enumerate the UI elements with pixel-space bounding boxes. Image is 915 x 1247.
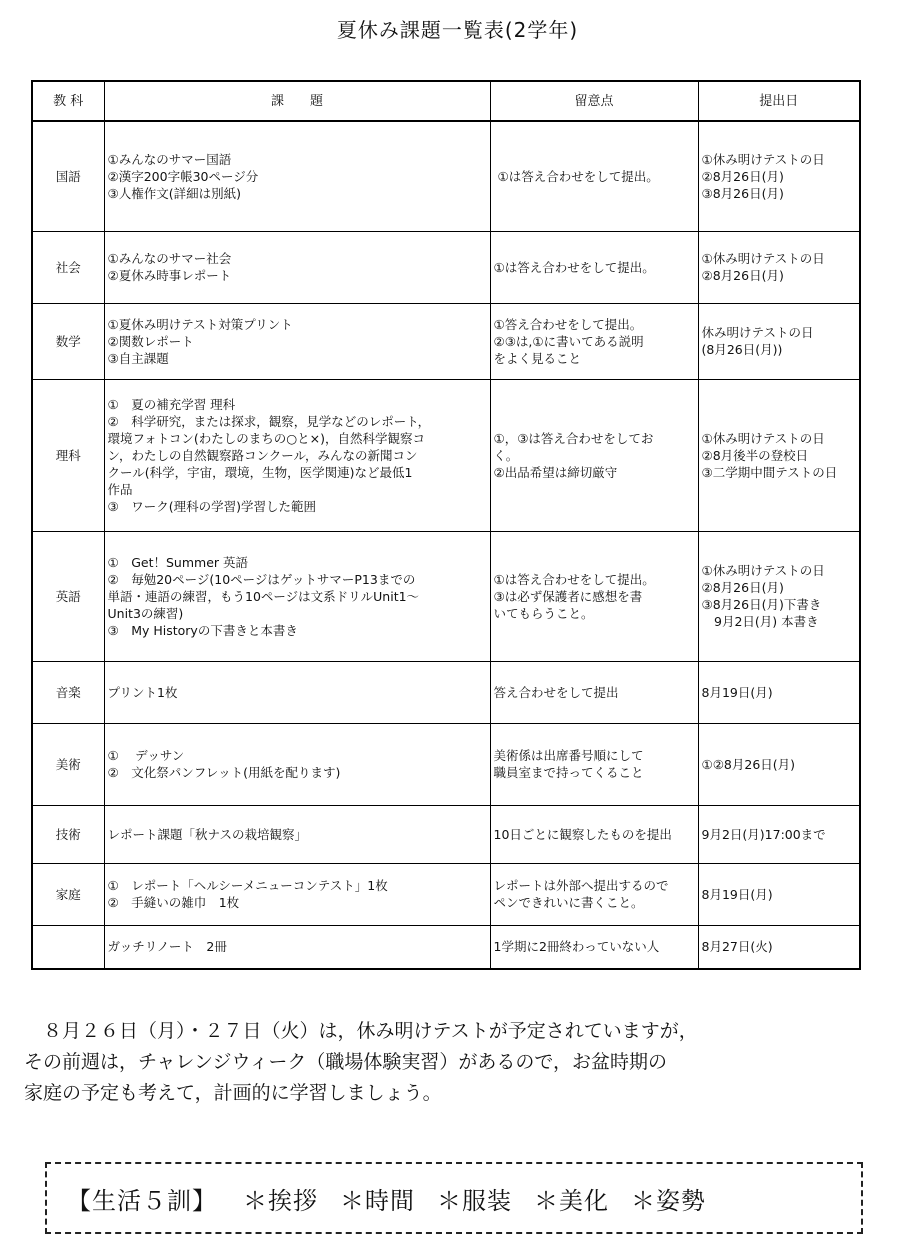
due-cell [698,661,860,723]
task-line: 環境フォトコン(わたしのまちの○と×)，自然科学観察コ [107,430,426,446]
due-cell [698,805,860,863]
notes-cell [490,805,698,863]
subject-cell: 美術 [32,723,104,805]
subject-cell: 数学 [32,303,104,379]
due-cell [698,231,860,303]
subject-cell: 理科 [32,379,104,531]
assignment-table [31,80,861,970]
life-rules-box [45,1162,863,1234]
due-line: (8月26日(月)) [701,342,783,357]
notes-cell [490,303,698,379]
table-row [32,863,860,925]
table-row [32,303,860,379]
notes-line: 10日ごとに観察したものを提出 [493,826,672,842]
due-line: ①休み明けテストの日 [701,563,825,578]
task-cell [104,805,490,863]
due-line: 9月2日(月) 本書き [701,614,819,629]
task-cell [104,661,490,723]
task-cell [104,231,490,303]
task-line: ① Get！Summer 英語 [107,554,248,570]
note-line: 家庭の予定も考えて，計画的に学習しましょう。 [24,1082,442,1104]
notes-cell [490,925,698,969]
due-line: ③8月26日(月)下書き [701,597,822,612]
notes-line: ①は答え合わせをして提出。 [493,571,655,587]
table-row [32,805,860,863]
life-rules-label: 【生活５訓】 [67,1186,217,1215]
notes-line: 答え合わせをして提出 [493,684,619,700]
task-cell [104,925,490,969]
due-line: ①休み明けテストの日 [701,251,825,266]
due-line: 9月2日(月)17:00まで [701,826,826,842]
task-line: ② 文化祭パンフレット(用紙を配ります) [107,765,341,780]
life-rule-item: ＊挨拶 [243,1186,318,1215]
header-due: 提出日 [698,81,860,121]
due-line: ③二学期中間テストの日 [701,464,838,480]
table-row [32,723,860,805]
due-line: ②8月26日(月) [701,580,784,595]
task-line: レポート課題「秋ナスの栽培観察」 [107,826,308,842]
table-header-row [32,81,860,121]
due-line: ①休み明けテストの日 [701,151,825,167]
notes-line: いてもらうこと。 [493,605,594,621]
task-line: Unit3の練習) [107,605,184,621]
task-line: ③ ワーク(理科の学習)学習した範囲 [107,498,316,514]
note-line: その前週は，チャレンジウィーク（職場体験実習）があるので，お盆時期の [24,1051,667,1073]
due-line: ②8月26日(月) [701,268,784,283]
page-title: 夏休み課題一覧表(2学年) [336,18,579,42]
header-subject: 教 科 [32,81,104,121]
due-line: ①休み明けテストの日 [701,430,825,446]
subject-cell: 家庭 [32,863,104,925]
note-line: ８月２６日（月）・２７日（火）は，休み明けテストが予定されていますが， [24,1020,698,1042]
due-cell [698,121,860,231]
task-line: ①みんなのサマー国語 [107,151,232,167]
table-row [32,925,860,969]
task-cell [104,531,490,661]
task-line: ③自主課題 [107,350,169,366]
task-line: ン，わたしの自然観察路コンクール，みんなの新聞コン [107,447,418,463]
due-line: ③8月26日(月) [701,185,784,201]
notes-line: ①，③は答え合わせをしてお [493,430,654,446]
subject-cell: 社会 [32,231,104,303]
notes-cell [490,863,698,925]
due-cell [698,723,860,805]
due-line: 8月19日(月) [701,886,773,902]
subject-cell: 音楽 [32,661,104,723]
notes-line: 美術係は出席番号順にして [493,748,644,763]
table-row [32,231,860,303]
task-line: ②関数レポート [107,333,194,349]
notes-cell [490,661,698,723]
notes-line: レポートは外部へ提出するので [493,878,669,893]
notes-line: ①は答え合わせをして提出。 [493,168,659,184]
task-line: ③ My Historyの下書きと本書き [107,622,298,638]
notes-cell [490,379,698,531]
subject-cell: 英語 [32,531,104,661]
due-cell [698,379,860,531]
notes-line: ①答え合わせをして提出。 [493,316,643,332]
task-line: ① デッサン [107,748,185,763]
task-cell [104,723,490,805]
task-line: ①みんなのサマー社会 [107,251,232,266]
due-line: ①②8月26日(月) [701,756,796,772]
due-line: 8月19日(月) [701,684,773,700]
due-line: ②8月26日(月) [701,168,784,184]
task-line: 単語・連語の練習，もう10ページは文系ドリルUnit1～ [107,588,420,604]
notes-cell [490,531,698,661]
due-line: 休み明けテストの日 [701,325,814,340]
life-rule-item: ＊姿勢 [631,1186,706,1215]
subject-cell: 技術 [32,805,104,863]
task-cell [104,863,490,925]
task-cell [104,303,490,379]
notes-cell [490,121,698,231]
notes-line: をよく見ること [493,350,582,366]
notes-line: く。 [493,447,519,463]
notes-line: ③は必ず保護者に感想を書 [493,588,643,604]
table-row [32,661,860,723]
life-rule-item: ＊時間 [340,1186,415,1215]
task-line: ① レポート「ヘルシーメニューコンテスト」1枚 [107,878,388,893]
notes-line: ペンできれいに書くこと。 [493,895,644,910]
task-line: ③人権作文(詳細は別紙) [107,185,241,201]
subject-cell: 国語 [32,121,104,231]
notes-line: 1学期に2冊終わっていない人 [493,939,660,955]
task-line: 作品 [107,481,133,497]
life-rule-item: ＊美化 [534,1186,609,1215]
header-task: 課 題 [104,81,490,121]
due-cell [698,863,860,925]
notes-line: ②③は,①に書いてある説明 [493,333,644,349]
task-line: ②漢字200字帳30ページ分 [107,168,259,184]
due-line: ②8月後半の登校日 [701,447,809,463]
task-cell [104,121,490,231]
task-line: ② 手縫いの雑巾 1枚 [107,895,240,910]
task-cell [104,379,490,531]
due-cell [698,303,860,379]
notes-cell [490,231,698,303]
task-line: ①夏休み明けテスト対策プリント [107,316,293,332]
table-row [32,121,860,231]
table-row [32,379,860,531]
header-notes: 留意点 [490,81,698,121]
notes-line: ①は答え合わせをして提出。 [493,259,655,275]
task-line: プリント1枚 [107,684,178,700]
notes-line: 職員室まで持ってくること [493,765,644,780]
schedule-note [24,1016,904,1109]
due-cell [698,925,860,969]
notes-cell [490,723,698,805]
due-cell [698,531,860,661]
task-line: ② 毎勉20ページ(10ページはゲットサマーP13までの [107,571,416,587]
table-row [32,531,860,661]
task-line: クール(科学，宇宙，環境，生物，医学関連)など最低1 [107,464,413,480]
task-line: ②夏休み時事レポート [107,268,232,283]
notes-line: ②出品希望は締切厳守 [493,464,618,480]
task-line: ガッチリノート 2冊 [107,939,227,955]
task-line: ① 夏の補充学習 理科 [107,396,236,412]
task-line: ② 科学研究，または探求，観察，見学などのレポート， [107,413,431,429]
subject-cell [32,925,104,969]
life-rule-item: ＊服装 [437,1186,512,1215]
due-line: 8月27日(火) [701,939,773,955]
